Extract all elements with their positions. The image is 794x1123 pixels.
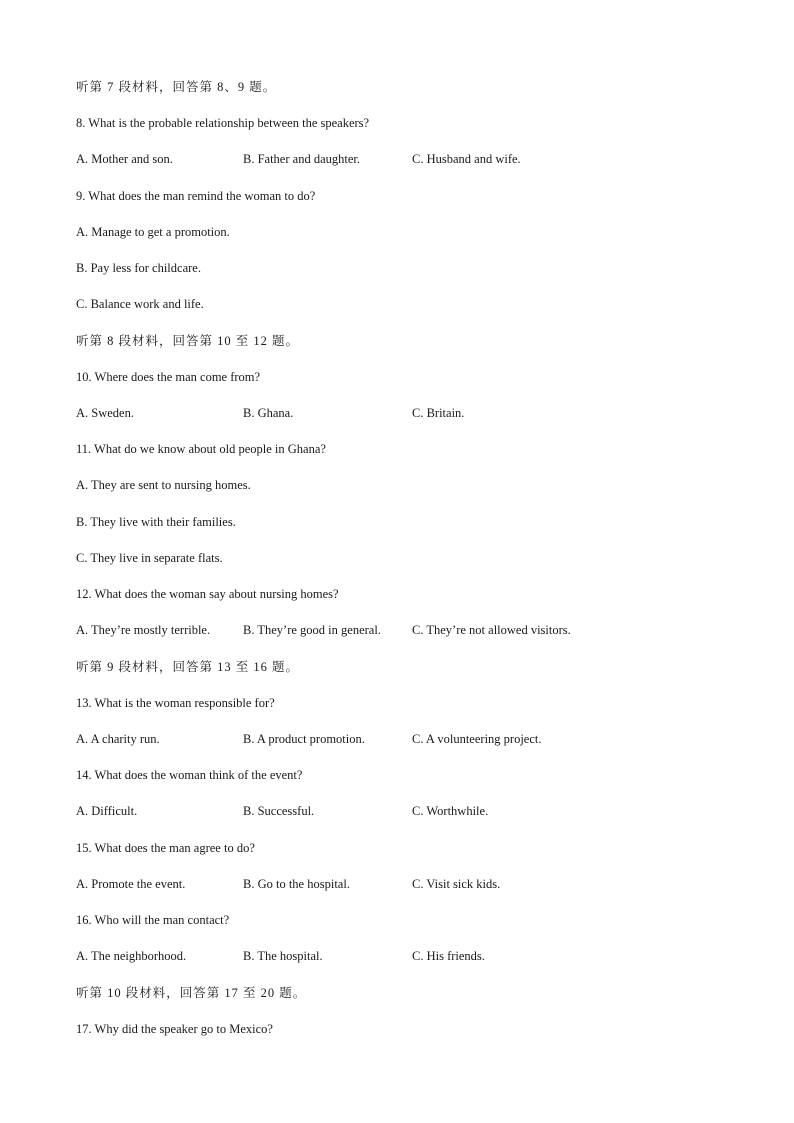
question-14: 14. What does the woman think of the event? bbox=[76, 768, 303, 782]
q11-option-c: C. They live in separate flats. bbox=[76, 551, 223, 565]
q8-option-c: C. Husband and wife. bbox=[412, 152, 521, 166]
question-12: 12. What does the woman say about nursing homes? bbox=[76, 587, 339, 601]
q13-option-c: C. A volunteering project. bbox=[412, 732, 542, 746]
question-13: 13. What is the woman responsible for? bbox=[76, 696, 275, 710]
q9-option-b: B. Pay less for childcare. bbox=[76, 261, 201, 275]
section-header-10: 听第 10 段材料，回答第 17 至 20 题。 bbox=[76, 986, 307, 1000]
q13-option-a: A. A charity run. bbox=[76, 732, 160, 746]
section-header-9: 听第 9 段材料，回答第 13 至 16 题。 bbox=[76, 660, 300, 674]
q14-option-b: B. Successful. bbox=[243, 804, 315, 818]
q15-option-a: A. Promote the event. bbox=[76, 877, 186, 891]
question-8: 8. What is the probable relationship between the speakers? bbox=[76, 116, 370, 130]
question-15: 15. What does the man agree to do? bbox=[76, 841, 255, 855]
q10-option-a: A. Sweden. bbox=[76, 406, 134, 420]
q10-option-c: C. Britain. bbox=[412, 406, 465, 420]
q12-option-a: A. They’re mostly terrible. bbox=[76, 623, 211, 637]
q16-option-b: B. The hospital. bbox=[243, 949, 323, 963]
question-16: 16. Who will the man contact? bbox=[76, 913, 230, 927]
q11-option-b: B. They live with their families. bbox=[76, 515, 236, 529]
q10-option-b: B. Ghana. bbox=[243, 406, 294, 420]
question-11: 11. What do we know about old people in Ghana? bbox=[76, 442, 326, 456]
question-17: 17. Why did the speaker go to Mexico? bbox=[76, 1022, 273, 1036]
q14-option-a: A. Difficult. bbox=[76, 804, 138, 818]
q15-option-b: B. Go to the hospital. bbox=[243, 877, 350, 891]
q12-option-c: C. They’re not allowed visitors. bbox=[412, 623, 571, 637]
q16-option-a: A. The neighborhood. bbox=[76, 949, 187, 963]
q8-option-a: A. Mother and son. bbox=[76, 152, 173, 166]
section-header-8: 听第 8 段材料，回答第 10 至 12 题。 bbox=[76, 334, 300, 348]
section-header-7: 听第 7 段材料，回答第 8、9 题。 bbox=[76, 80, 277, 94]
q15-option-c: C. Visit sick kids. bbox=[412, 877, 501, 891]
q13-option-b: B. A product promotion. bbox=[243, 732, 365, 746]
q16-option-c: C. His friends. bbox=[412, 949, 485, 963]
q12-option-b: B. They’re good in general. bbox=[243, 623, 381, 637]
q11-option-a: A. They are sent to nursing homes. bbox=[76, 478, 251, 492]
q9-option-c: C. Balance work and life. bbox=[76, 297, 204, 311]
q8-option-b: B. Father and daughter. bbox=[243, 152, 360, 166]
question-9: 9. What does the man remind the woman to do? bbox=[76, 189, 316, 203]
question-10: 10. Where does the man come from? bbox=[76, 370, 261, 384]
q14-option-c: C. Worthwhile. bbox=[412, 804, 489, 818]
q9-option-a: A. Manage to get a promotion. bbox=[76, 225, 230, 239]
